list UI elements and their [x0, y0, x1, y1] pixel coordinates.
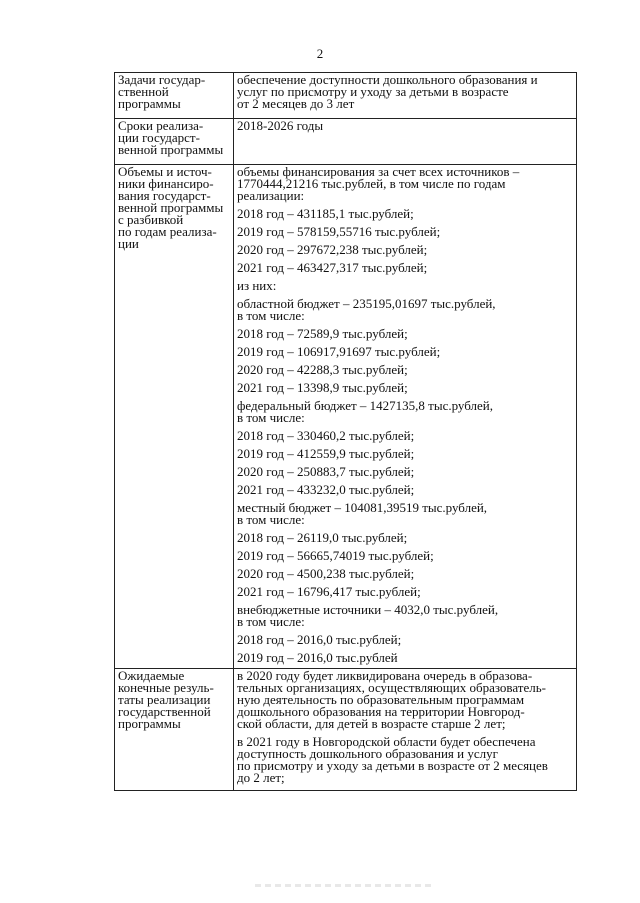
table-row-results: [115, 669, 577, 791]
table-row-terms: [115, 119, 577, 165]
list-item: 2018 год – 26119,0 тыс.рублей;: [237, 530, 408, 545]
table-row-goals: [115, 73, 577, 119]
list-item: 2018 год – 2016,0 тыс.рублей;: [237, 632, 402, 647]
of-them-label: из них:: [237, 278, 277, 293]
financing-intro: объемы финансирования за счет всех источников – 1770444,21216 тыс.рублей, в том числе по годам реализации:: [237, 164, 520, 203]
list-item: 2020 год – 42288,3 тыс.рублей;: [237, 362, 408, 377]
row-value: 2018-2026 годы: [237, 118, 324, 133]
list-item: 2018 год – 431185,1 тыс.рублей;: [237, 206, 414, 221]
row-label: Задачи государ- ственной программы: [118, 72, 206, 111]
list-item: 2020 год – 250883,7 тыс.рублей;: [237, 464, 415, 479]
table-row-financing: [115, 165, 577, 669]
row-label: Объемы и источ- ники финансиро- вания государст- венной программы с разбивкой по годам реализа- ции: [118, 164, 224, 251]
list-item: 2019 год – 578159,55716 тыс.рублей;: [237, 224, 441, 239]
federal-budget-heading: федеральный бюджет – 1427135,8 тыс.рублей, в том числе:: [237, 398, 493, 425]
row-value: обеспечение доступности дошкольного образования и услуг по присмотру и уходу за детьми в возрасте от 2 месяцев до 3 лет: [237, 72, 538, 111]
list-item: 2019 год – 2016,0 тыс.рублей: [237, 650, 398, 665]
extra-budget-heading: внебюджетные источники – 4032,0 тыс.рублей, в том числе:: [237, 602, 499, 629]
list-item: 2021 год – 13398,9 тыс.рублей;: [237, 380, 408, 395]
program-passport-table: [114, 72, 577, 791]
list-item: 2019 год – 412559,9 тыс.рублей;: [237, 446, 415, 461]
regional-budget-heading: областной бюджет – 235195,01697 тыс.рублей, в том числе:: [237, 296, 496, 323]
results-paragraph: в 2021 году в Новгородской области будет обеспечена доступность дошкольного образования и услуг по присмотру и уходу за детьми в возрасте от 2 месяцев до 2 лет;: [237, 734, 548, 785]
list-item: 2020 год – 297672,238 тыс.рублей;: [237, 242, 428, 257]
list-item: 2021 год – 433232,0 тыс.рублей;: [237, 482, 415, 497]
list-item: 2021 год – 16796,417 тыс.рублей;: [237, 584, 421, 599]
local-budget-heading: местный бюджет – 104081,39519 тыс.рублей, в том числе:: [237, 500, 488, 527]
scan-artifact: [255, 884, 435, 887]
list-item: 2018 год – 330460,2 тыс.рублей;: [237, 428, 415, 443]
list-item: 2019 год – 106917,91697 тыс.рублей;: [237, 344, 441, 359]
row-label: Сроки реализа- ции государст- венной программы: [118, 118, 224, 157]
list-item: 2019 год – 56665,74019 тыс.рублей;: [237, 548, 434, 563]
list-item: 2021 год – 463427,317 тыс.рублей;: [237, 260, 428, 275]
results-paragraph: в 2020 году будет ликвидирована очередь в образова- тельных организациях, осуществляющих образователь- ную деятельность по образовательным программам дошкольного образования на территории Новгород- ской области, для детей в возрасте старше 2 лет;: [237, 668, 547, 731]
list-item: 2020 год – 4500,238 тыс.рублей;: [237, 566, 415, 581]
list-item: 2018 год – 72589,9 тыс.рублей;: [237, 326, 408, 341]
page-number: 2: [316, 46, 324, 61]
row-label: Ожидаемые конечные резуль- таты реализации государственной программы: [118, 668, 214, 731]
